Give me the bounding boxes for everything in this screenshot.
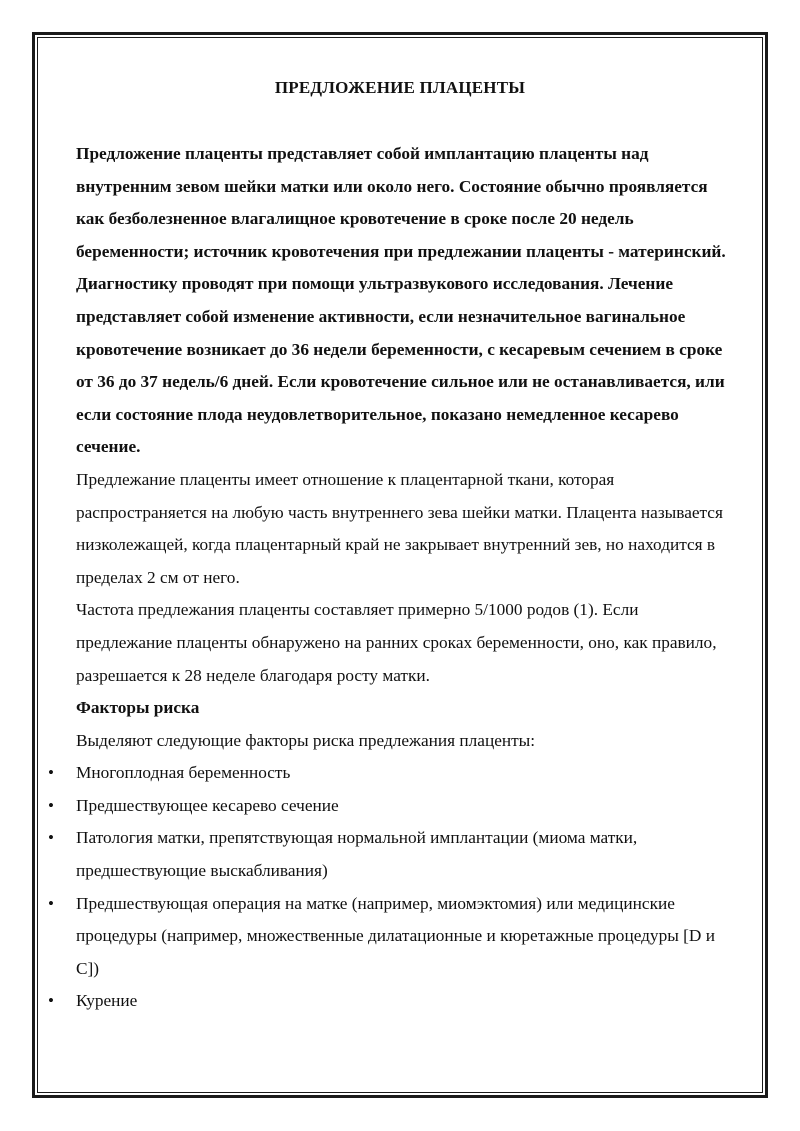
list-item-text: Многоплодная беременность (76, 763, 291, 783)
list-item-text: Патология матки, препятствующая нормальной имплантации (миома матки, предшествующие выскабливания) (76, 828, 638, 881)
risk-factors-list (48, 757, 736, 1018)
list-item-text: Курение (76, 991, 138, 1011)
risk-factors-heading: Факторы риска (76, 698, 200, 718)
list-item (48, 822, 736, 887)
bullet-icon: • (48, 828, 54, 848)
list-item (48, 757, 736, 790)
list-item (48, 790, 736, 823)
intro-paragraph: Предложение плаценты представляет собой имплантацию плаценты над внутренним зевом шейки матки или около него. Состояние обычно проявляется как безболезненное влагалищное кровотечение в сроке после 20 недель беременности; источник кровотечения при предлежании плаценты - материнский. Диагностику проводят при помощи ультразвукового исследования. Лечение представляет собой изменение активности, если незначительное вагинальное кровотечение возникает до 36 недели беременности, с кесаревым сечением в сроке от 36 до 37 недель/6 дней. Если кровотечение сильное или не останавливается, или если состояние плода неудовлетворительное, показано немедленное кесарево сечение. (76, 144, 726, 457)
frequency-paragraph: Частота предлежания плаценты составляет примерно 5/1000 родов (1). Если предлежание плаценты обнаружено на ранних сроках беременности, оно, как правило, разрешается к 28 неделе благодаря росту матки. (76, 600, 717, 685)
definition-paragraph: Предлежание плаценты имеет отношение к плацентарной ткани, которая распространяется на любую часть внутреннего зева шейки матки. Плацента называется низколежащей, когда плацентарный край не закрывает внутренний зев, но находится в пределах 2 см от него. (76, 469, 723, 587)
list-item (48, 985, 736, 1018)
list-item (48, 888, 736, 986)
bullet-icon: • (48, 991, 54, 1011)
list-item-text: Предшествующая операция на матке (например, миомэктомия) или медицинские процедуры (например, множественные дилатационные и кюретажные процедуры [D и C]) (76, 893, 715, 978)
bullet-icon: • (48, 795, 54, 815)
document-title: ПРЕДЛОЖЕНИЕ ПЛАЦЕНТЫ (274, 78, 526, 97)
list-item-text: Предшествующее кесарево сечение (76, 795, 339, 815)
bullet-icon: • (48, 763, 54, 783)
document-body (48, 138, 736, 1018)
risk-factors-intro: Выделяют следующие факторы риска предлежания плаценты: (76, 730, 536, 750)
bullet-icon: • (48, 893, 54, 913)
